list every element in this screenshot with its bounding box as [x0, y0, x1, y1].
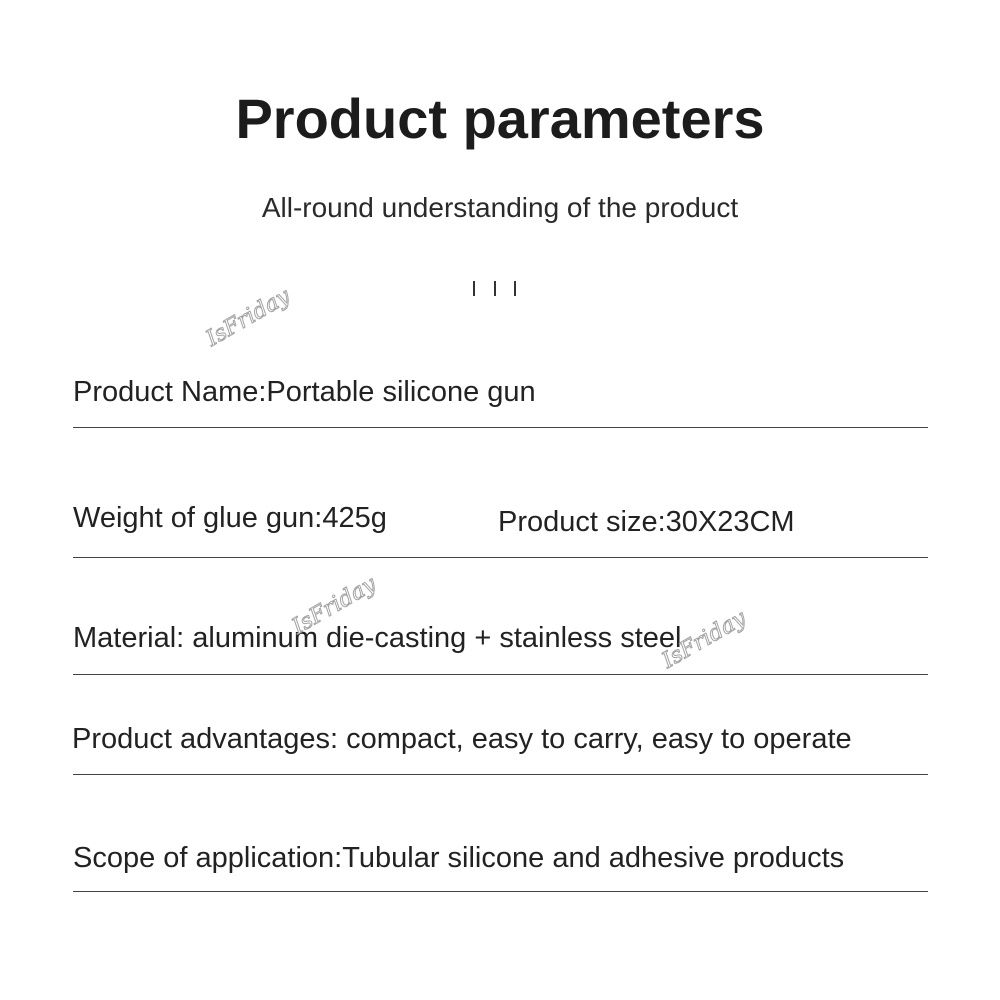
decorative-tick-marks	[472, 281, 528, 297]
param-material: Material: aluminum die-casting + stainless steel	[73, 622, 682, 654]
param-scope: Scope of application:Tubular silicone and adhesive products	[73, 842, 845, 874]
param-product-name: Product Name:Portable silicone gun	[73, 376, 536, 408]
watermark-logo: IsFriday	[288, 571, 381, 640]
divider-line	[73, 891, 928, 892]
divider-line	[73, 674, 928, 675]
tick-mark-1	[473, 281, 475, 296]
watermark-logo: IsFriday	[658, 605, 751, 674]
watermark-logo: IsFriday	[202, 283, 295, 352]
divider-line	[73, 774, 928, 775]
param-advantages: Product advantages: compact, easy to carry, easy to operate	[72, 723, 852, 755]
divider-line	[73, 557, 928, 558]
tick-mark-2	[494, 281, 496, 296]
tick-mark-3	[514, 281, 516, 296]
page-title: Product parameters	[235, 87, 765, 150]
page-subtitle: All-round understanding of the product	[261, 192, 739, 223]
param-size: Product size:30X23CM	[498, 506, 795, 538]
param-weight: Weight of glue gun:425g	[73, 502, 387, 534]
divider-line	[73, 427, 928, 428]
